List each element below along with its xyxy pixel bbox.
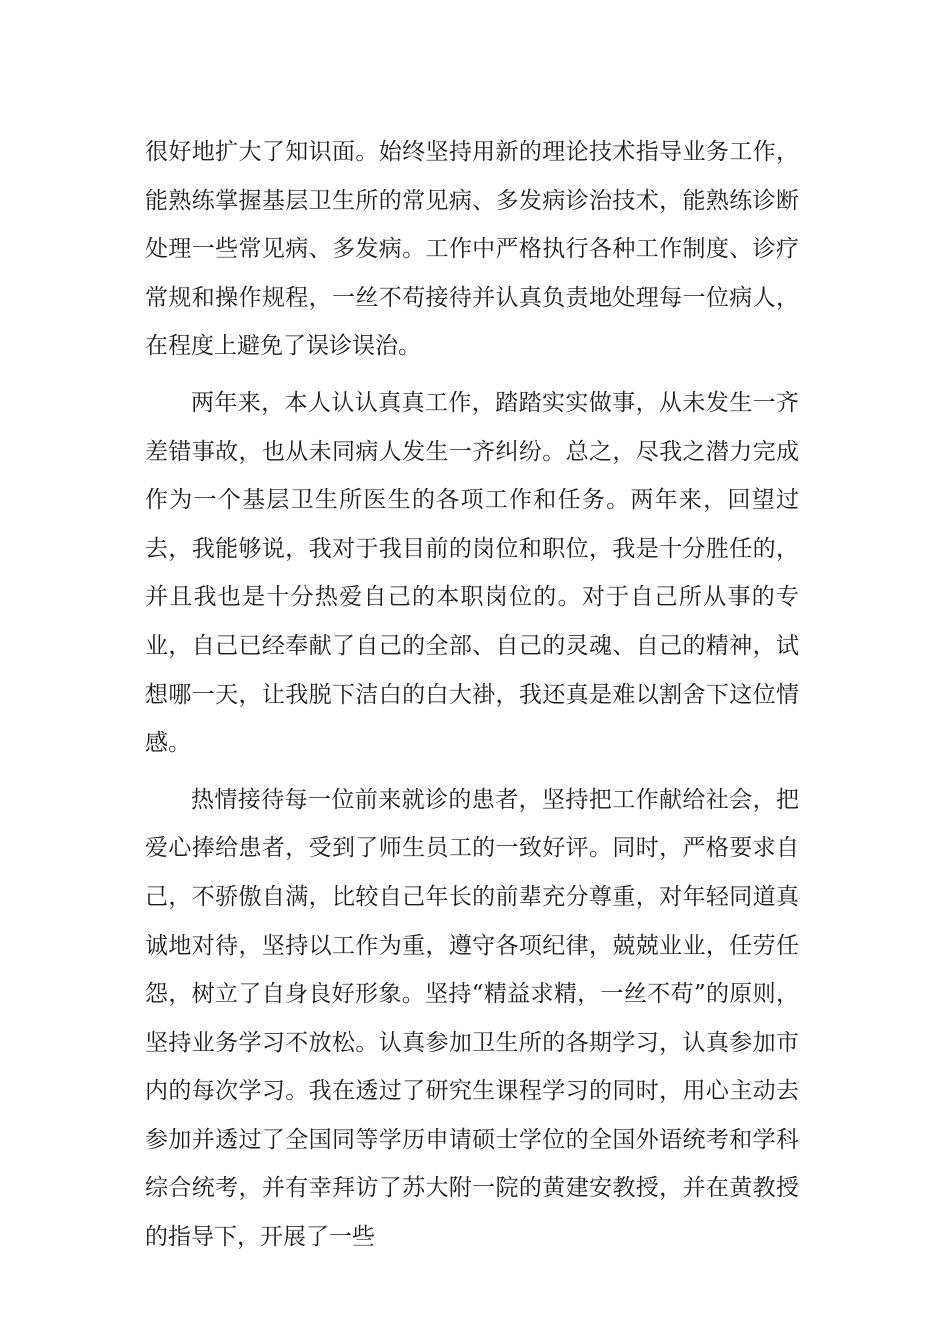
document-page — [145, 128, 799, 1270]
paragraph-2: 两年来，本人认认真真工作，踏踏实实做事，从未发生一齐差错事故，也从未同病人发生一齐纠纷。总之，尽我之潜力完成作为一个基层卫生所医生的各项工作和任务。两年来，回望过去，我能够说，我对于我目前的岗位和职位，我是十分胜任的，并且我也是十分热爱自己的本职岗位的。对于自己所从事的专业，自己已经奉献了自己的全部、自己的灵魂、自己的精神，试想哪一天，让我脱下洁白的白大褂，我还真是难以割舍下这位情感。 — [145, 389, 799, 757]
paragraph-1: 很好地扩大了知识面。始终坚持用新的理论技术指导业务工作，能熟练掌握基层卫生所的常见病、多发病诊治技术，能熟练诊断处理一些常见病、多发病。工作中严格执行各种工作制度、诊疗常规和操作规程，一丝不苟接待并认真负责地处理每一位病人，在程度上避免了误诊误治。 — [145, 139, 799, 360]
paragraph-3: 热情接待每一位前来就诊的患者，坚持把工作献给社会，把爱心捧给患者，受到了师生员工的一致好评。同时，严格要求自己，不骄傲自满，比较自己年长的前辈充分尊重，对年轻同道真诚地对待，坚持以工作为重，遵守各项纪律，兢兢业业，任劳任怨，树立了自身良好形象。坚持“精益求精，一丝不苟”的原则，坚持业务学习不放松。认真参加卫生所的各期学习，认真参加市内的每次学习。我在透过了研究生课程学习的同时，用心主动去参加并透过了全国同等学历申请硕士学位的全国外语统考和学科综合统考，并有幸拜访了苏大附一院的黄建安教授，并在黄教授的指导下，开展了一些 — [145, 786, 799, 1251]
